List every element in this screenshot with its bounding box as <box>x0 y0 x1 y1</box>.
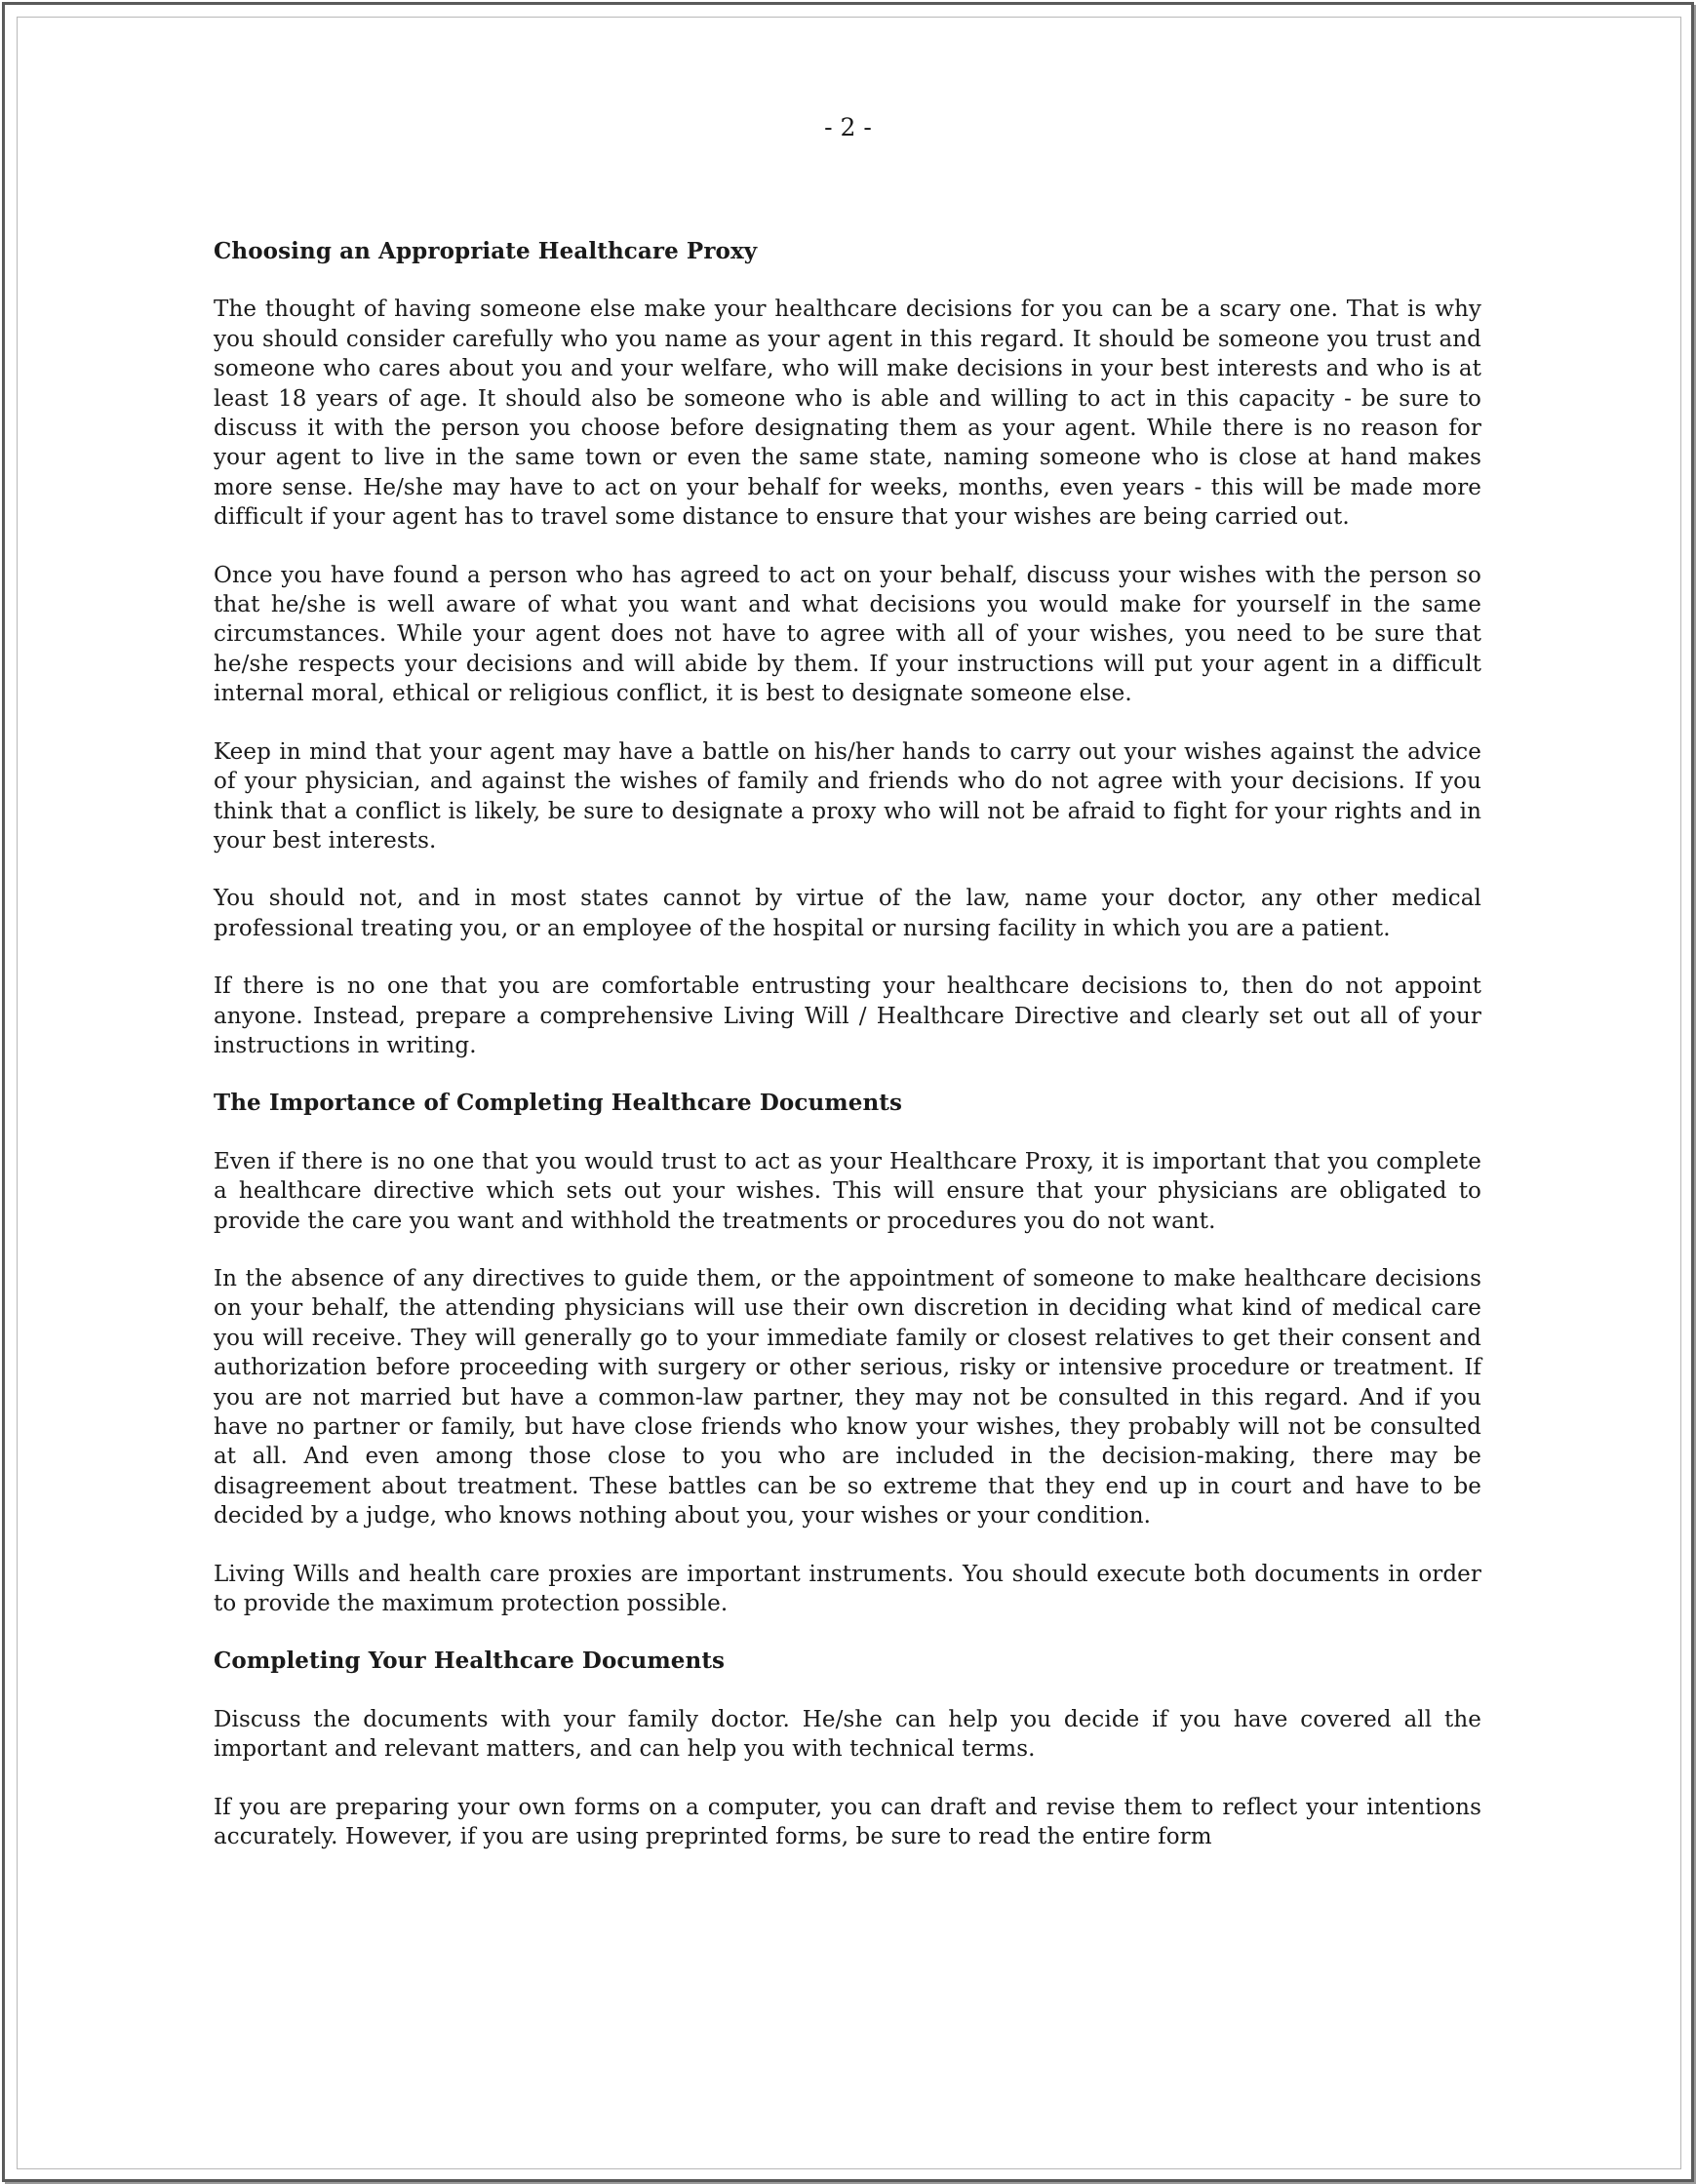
paragraph: Once you have found a person who has agreed to act on your behalf, discuss your wishes with the person so that he/she is well aware of what you want and what decisions you would make for yourself in the same circumstances. While your agent does not have to agree with all of your wishes, you need to be sure that he/she respects your decisions and will abide by them. If your instructions will put your agent in a difficult internal moral, ethical or religious conflict, it is best to designate someone else. <box>214 562 1481 707</box>
paragraph: The thought of having someone else make your healthcare decisions for you can be a scary one. That is why you should consider carefully who you name as your agent in this regard. It should be someone you trust and someone who cares about you and your welfare, who will make decisions in your best interests and who is at least 18 years of age. It should also be someone who is able and willing to act in this capacity - be sure to discuss it with the person you choose before designating them as your agent. While there is no reason for your agent to live in the same town or even the same state, naming someone who is close at hand makes more sense. He/she may have to act on your behalf for weeks, months, even years - this will be made more difficult if your agent has to travel some distance to ensure that your wishes are being carried out. <box>214 297 1481 531</box>
paragraph: Keep in mind that your agent may have a battle on his/her hands to carry out your wishes against the advice of your physician, and against the wishes of family and friends who do not agree with your decisions. If you think that a conflict is likely, be sure to designate a proxy who will not be afraid to fight for your rights and in your best interests. <box>214 738 1481 854</box>
paragraph: In the absence of any directives to guide them, or the appointment of someone to make healthcare decisions on your behalf, the attending physicians will use their own discretion in deciding what kind of medical care you will receive. They will generally go to your immediate family or closest relatives to get their consent and authorization before proceeding with surgery or other serious, risky or intensive procedure or treatment. If you are not married but have a common-law partner, they may not be consulted in this regard. And if you have no partner or family, but have close friends who know your wishes, they probably will not be consulted at all. And even among those close to you who are included in the decision-making, there may be disagreement about treatment. These battles can be so extreme that they end up in court and have to be decided by a judge, who knows nothing about you, your wishes or your condition. <box>214 1265 1481 1529</box>
section-heading: The Importance of Completing Healthcare Documents <box>214 1090 903 1117</box>
paragraph: You should not, and in most states cannot by virtue of the law, name your doctor, any other medical professional treating you, or an employee of the hospital or nursing facility in which you are a patient. <box>214 886 1481 941</box>
document-body <box>214 237 1481 1880</box>
section-choosing-proxy <box>214 237 1481 1060</box>
page-number: - 2 - <box>824 113 872 141</box>
section-heading: Completing Your Healthcare Documents <box>214 1648 726 1675</box>
paragraph: If there is no one that you are comfortable entrusting your healthcare decisions to, then do not appoint anyone. Instead, prepare a comprehensive Living Will / Healthcare Directive and clearly set out all of your instructions in writing. <box>214 973 1481 1058</box>
paragraph: Living Wills and health care proxies are important instruments. You should execute both documents in order to provide the maximum protection possible. <box>214 1561 1481 1617</box>
paragraph: Even if there is no one that you would trust to act as your Healthcare Proxy, it is important that you complete a healthcare directive which sets out your wishes. This will ensure that your physicians are obligated to provide the care you want and withhold the treatments or procedures you do not want. <box>214 1148 1481 1234</box>
section-completing-documents <box>214 1647 1481 1851</box>
section-heading: Choosing an Appropriate Healthcare Proxy <box>214 238 758 264</box>
paragraph: If you are preparing your own forms on a computer, you can draft and revise them to reflect your intentions accurately. However, if you are using preprinted forms, be sure to read the entire form <box>214 1794 1481 1850</box>
section-importance <box>214 1089 1481 1618</box>
paragraph: Discuss the documents with your family doctor. He/she can help you decide if you have covered all the important and relevant matters, and can help you with technical terms. <box>214 1706 1481 1763</box>
